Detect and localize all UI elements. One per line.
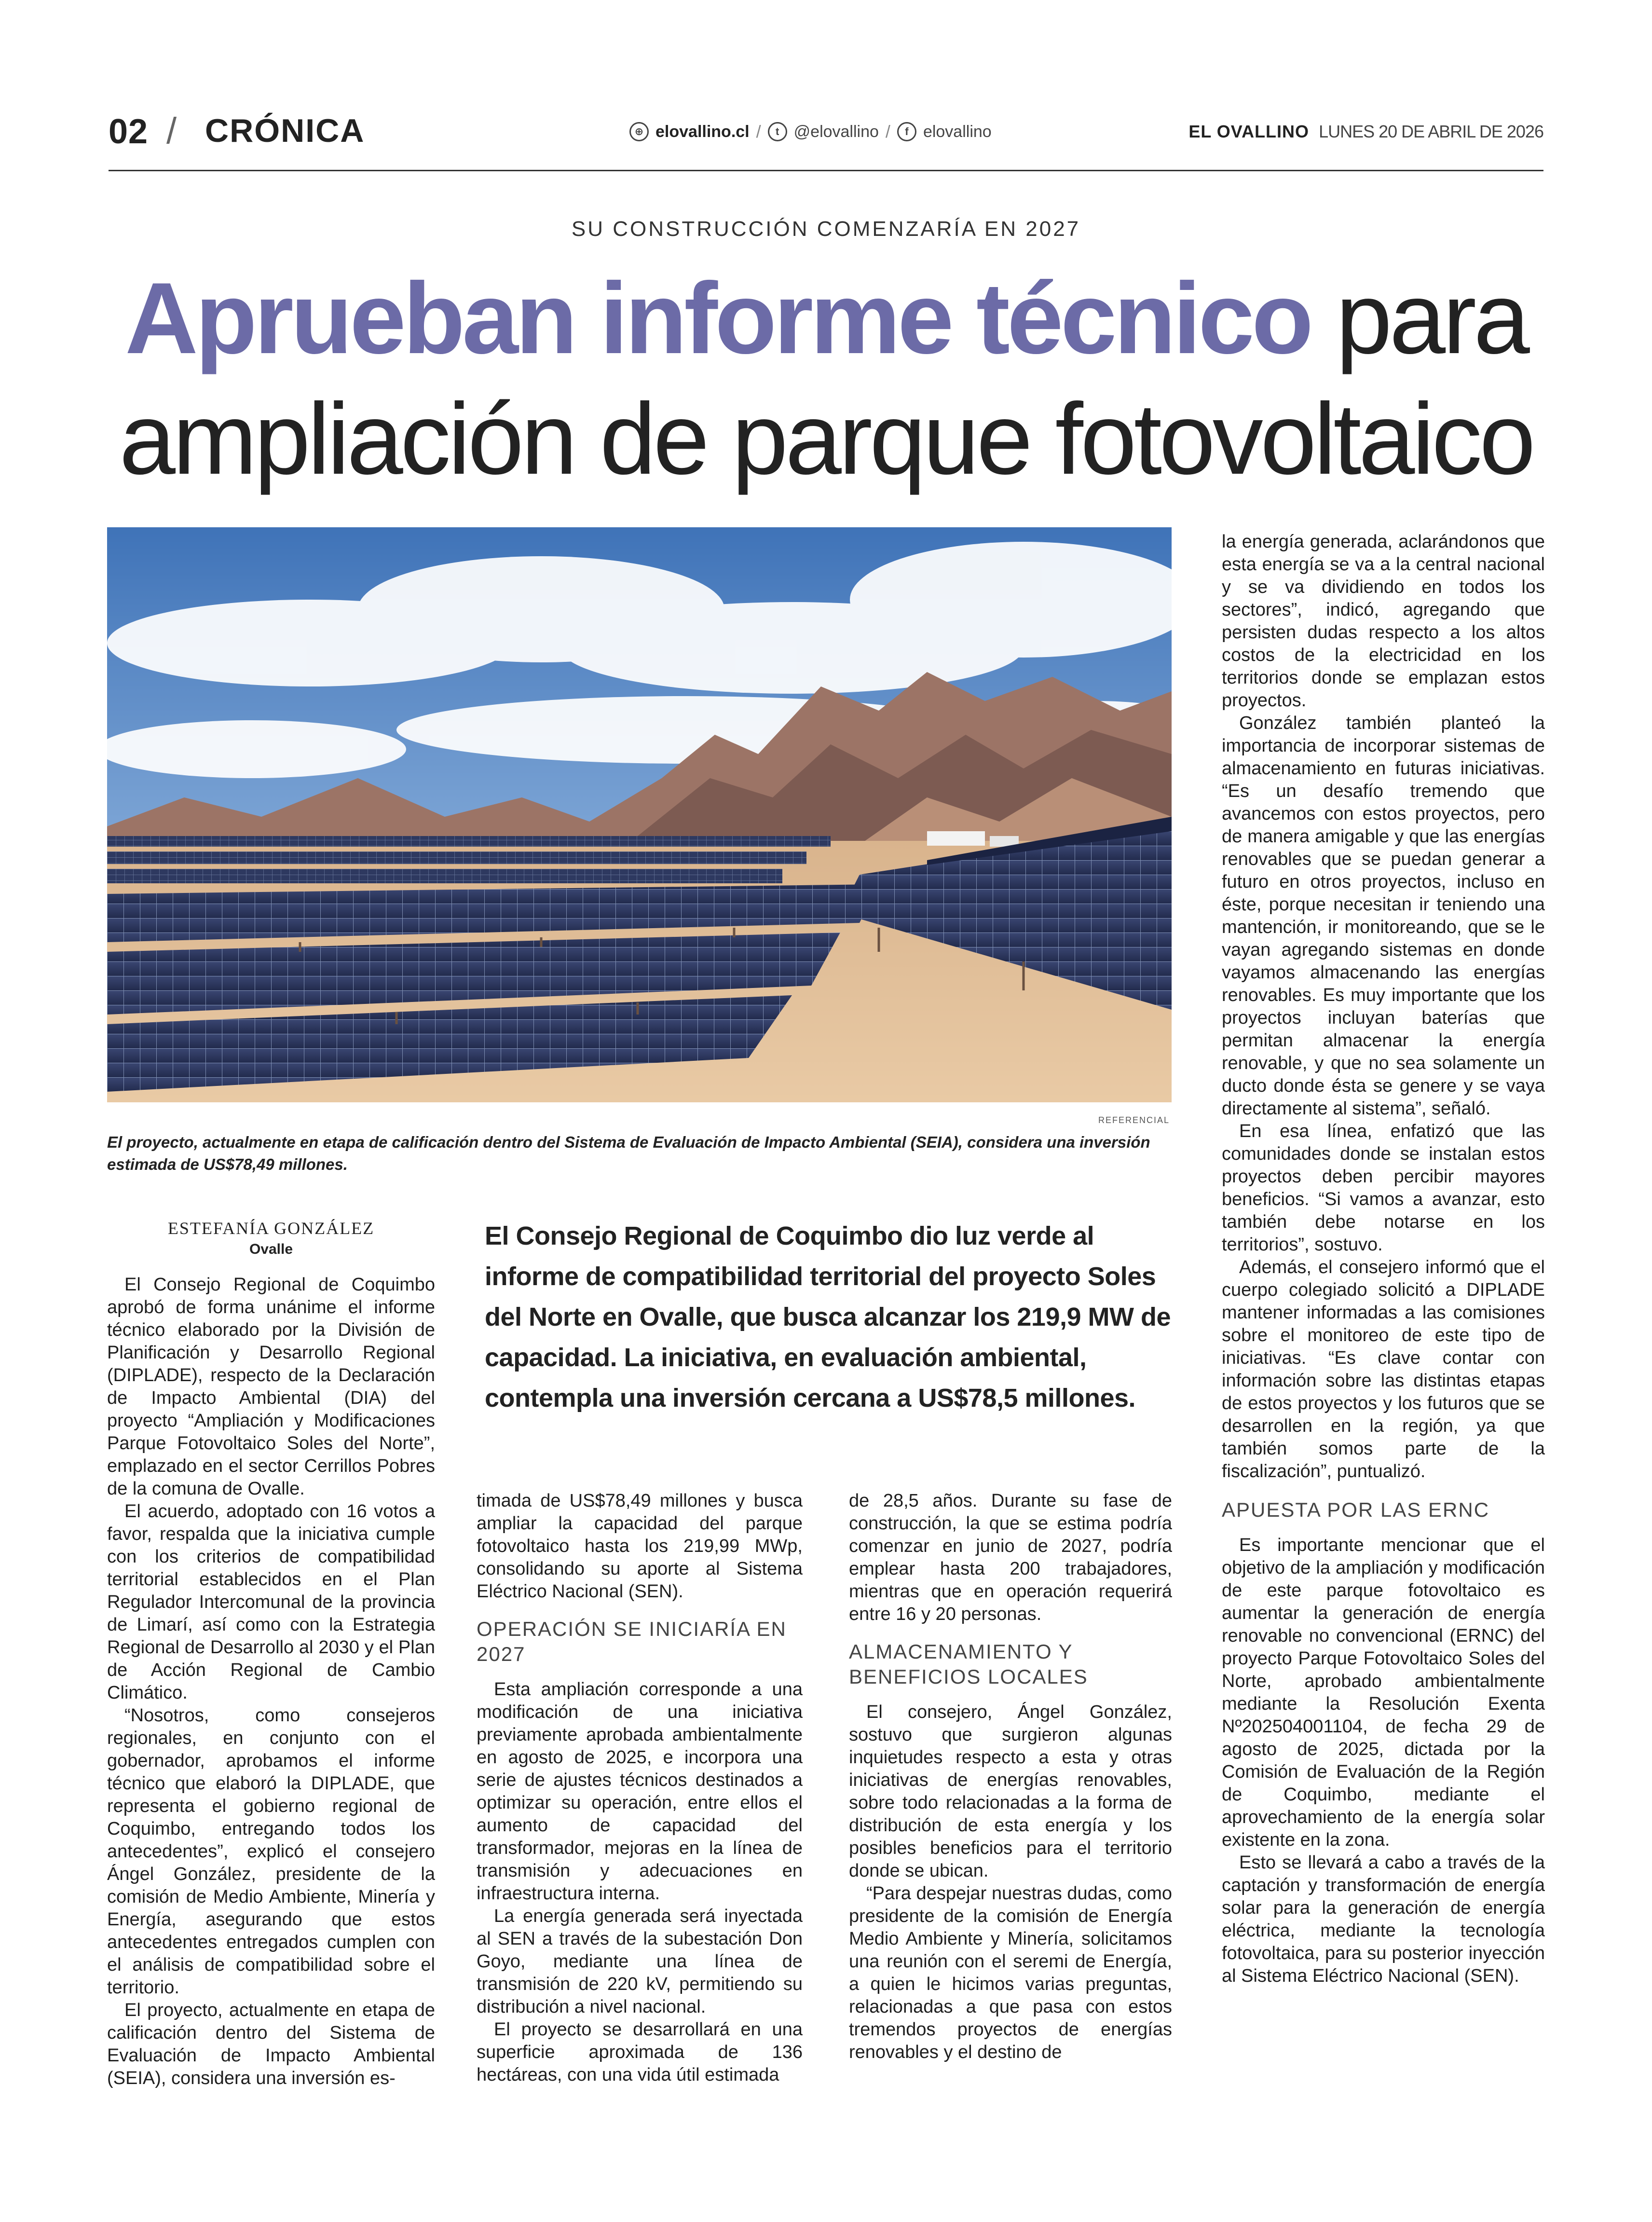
paragraph: El consejero, Ángel González, sostuvo que surgieron algunas inquietudes respecto a esta y otras iniciativas de energías renovables, sobre todo relacionadas a la forma de distribución de esta energía y los posibles beneficios para el territorio donde se ubican. xyxy=(849,1702,1172,1881)
headline-light: para xyxy=(1311,261,1527,375)
solar-park-photo xyxy=(107,527,1172,1102)
masthead xyxy=(1188,122,1543,142)
paragraph: La energía generada será inyectada al SEN a través de la subestación Don Goyo, mediante una línea de transmisión de 220 kV, permitiendo su distribución a nivel nacional. xyxy=(477,1906,803,2017)
section-slash: / xyxy=(166,110,177,151)
headline-line-2: ampliación de parque fotovoltaico xyxy=(119,382,1533,495)
website-link[interactable]: elovallino.cl xyxy=(655,122,750,141)
issue-date: LUNES 20 DE ABRIL DE 2026 xyxy=(1319,122,1543,141)
subheading: APUESTA POR LAS ERNC xyxy=(1222,1498,1490,1521)
paragraph: Esto se llevará a cabo a través de la captación y transformación de energía solar para la generación de energía eléctrica, mediante la tecnología fotovoltaica, para su posterior inyección al Sistema Eléctrico Nacional (SEN). xyxy=(1222,1852,1545,1986)
article-photo xyxy=(107,527,1172,1102)
headline-line-1 xyxy=(0,261,1652,376)
byline xyxy=(107,1218,435,1258)
separator: / xyxy=(885,122,890,141)
paragraph: “Para despejar nuestras dudas, como presidente de la comisión de Energía Medio Ambiente y Minería, solicitamos una reunión con el seremi de Energía, a quien le hicimos varias preguntas, relacionadas a que pasa con estos tremendos proyectos de energías renovables y el destino de xyxy=(849,1883,1172,2062)
social-links xyxy=(629,122,992,142)
paragraph: Es importante mencionar que el objetivo de la ampliación y modificación de este parque fotovoltaico es aumentar la generación de energía renovable no convencional (ERNC) del proyecto Parque Fotovoltaico Soles del Norte, aprobado ambientalmente mediante la Resolución Exenta Nº202504001104, de fecha 29 de agosto de 2025, dictada por la Comisión de Evaluación de la Región de Coquimbo, mediante el aprovechamiento de la energía solar existente en la zona. xyxy=(1222,1535,1545,1850)
separator: / xyxy=(756,122,761,141)
subheading: OPERACIÓN SE INICIARÍA EN 2027 xyxy=(477,1618,787,1665)
paragraph: El proyecto, actualmente en etapa de calificación dentro del Sistema de Evaluación de Impacto Ambiental (SEIA), considera una inversión es- xyxy=(107,2000,435,2088)
facebook-handle[interactable]: elovallino xyxy=(923,122,992,141)
article-kicker: SU CONSTRUCCIÓN COMENZARÍA EN 2027 xyxy=(571,217,1081,241)
paragraph: de 28,5 años. Durante su fase de construcción, la que se estima podría comenzar en junio de 2027, podría emplear hasta 200 trabajadores, mientras que en operación requerirá entre 16 y 20 personas. xyxy=(849,1491,1172,1624)
twitter-icon: t xyxy=(768,122,787,141)
facebook-icon: f xyxy=(897,122,916,141)
section-name: CRÓNICA xyxy=(205,112,365,149)
paragraph: González también planteó la importancia de incorporar sistemas de almacenamiento en futuras iniciativas. “Es un desafío tremendo que avancemos con estos proyectos, pero de manera amigable y que las energías renovables que se puedan generar a futuro en otros proyectos, incluso en éste, porque necesitan ir teniendo una mantención, ir monitoreando, que se le vayan agregando sistemas en donde vayamos almacenando las energías renovables. Es muy importante que los proyectos incluyan baterías que permitan almacenar la energía renovable, y que no sea solamente un ducto donde ésta se genere y se vaya directamente al sistema”, señaló. xyxy=(1222,713,1545,1119)
photo-credit: REFERENCIAL xyxy=(1098,1115,1170,1125)
page-header xyxy=(109,107,1543,171)
article-column-3 xyxy=(849,1490,1172,2064)
twitter-handle[interactable]: @elovallino xyxy=(793,122,879,141)
paragraph: El acuerdo, adoptado con 16 votos a favor, respalda que la iniciativa cumple con los criterios de compatibilidad territorial establecidos en el Plan Regulador Intercomunal de la provincia de Limarí, así como con la Estrategia Regional de Desarrollo al 2030 y el Plan de Acción Regional de Cambio Climático. xyxy=(107,1501,435,1703)
paragraph: timada de US$78,49 millones y busca ampliar la capacidad del parque fotovoltaico hasta los 219,99 MWp, consolidando su aporte al Sistema Eléctrico Nacional (SEN). xyxy=(477,1491,803,1602)
byline-location: Ovalle xyxy=(249,1241,293,1257)
section-number: 02 xyxy=(109,112,149,151)
paragraph: Esta ampliación corresponde a una modificación de una iniciativa previamente aprobada ambientalmente en agosto de 2025, e incorpora una serie de ajustes técnicos destinados a optimizar su operación, entre ellos el aumento de capacidad del transformador, mejoras en la línea de transmisión y adecuaciones en infraestructura interna. xyxy=(477,1679,803,1904)
paragraph: Además, el consejero informó que el cuerpo colegiado solicitó a DIPLADE mantener informadas a las comisiones sobre el monitoreo de este tipo de iniciativas. “Es clave contar con información sobre las distintas etapas de estos proyectos y los futuros que se desarrollen en la región, ya que también somos parte de la fiscalización”, puntualizó. xyxy=(1222,1257,1545,1481)
globe-icon: ⊕ xyxy=(629,122,649,141)
subheading: ALMACENAMIENTO Y BENEFICIOS LOCALES xyxy=(849,1640,1088,1688)
article-lede: El Consejo Regional de Coquimbo dio luz verde al informe de compatibilidad territorial del proyecto Soles del Norte en Ovalle, que busca alcanzar los 219,9 MW de capacidad. La iniciativa, en evaluación ambiental, contempla una inversión cercana a US$78,5 millones. xyxy=(485,1221,1171,1413)
article-column-4 xyxy=(1222,531,1545,1988)
headline-bold: Aprueban informe técnico xyxy=(125,261,1311,375)
paragraph: En esa línea, enfatizó que las comunidades donde se instalan estos proyectos deben percibir mayores beneficios. “Si vamos a avanzar, esto también debe notarse en los territorios”, sostuvo. xyxy=(1222,1121,1545,1255)
paragraph: la energía generada, aclarándonos que esta energía se va a la central nacional y se va dividiendo en todos los sectores”, indicó, agregando que persisten dudas respecto a los altos costos de la electricidad en los territorios donde se emplazan estos proyectos. xyxy=(1222,532,1545,711)
article-column-2 xyxy=(477,1490,803,2086)
paragraph: El Consejo Regional de Coquimbo aprobó de forma unánime el informe técnico elaborado por la División de Planificación y Desarrollo Regional (DIPLADE), respecto de la Declaración de Impacto Ambiental (DIA) del proyecto “Ampliación y Modificaciones Parque Fotovoltaico Soles del Norte”, emplazado en el sector Cerrillos Pobres de la comuna de Ovalle. xyxy=(107,1275,435,1499)
newspaper-name: EL OVALLINO xyxy=(1188,122,1310,141)
paragraph: “Nosotros, como consejeros regionales, en conjunto con el gobernador, aprobamos el informe técnico que elaboró la DIPLADE, que representa el gobierno regional de Coquimbo, entregando todos los antecedentes”, explicó el consejero Ángel González, presidente de la comisión de Medio Ambiente, Minería y Energía, asegurando que estos antecedentes entregados cumplen con el análisis de compatibilidad sobre el territorio. xyxy=(107,1705,435,1998)
article-column-1 xyxy=(107,1274,435,2090)
byline-author: ESTEFANÍA GONZÁLEZ xyxy=(167,1219,375,1238)
paragraph: El proyecto se desarrollará en una superficie aproximada de 136 hectáreas, con una vida útil estimada xyxy=(477,2019,803,2085)
photo-caption: El proyecto, actualmente en etapa de calificación dentro del Sistema de Evaluación de Impacto Ambiental (SEIA), considera una inversión estimada de US$78,49 millones. xyxy=(107,1133,1150,1173)
